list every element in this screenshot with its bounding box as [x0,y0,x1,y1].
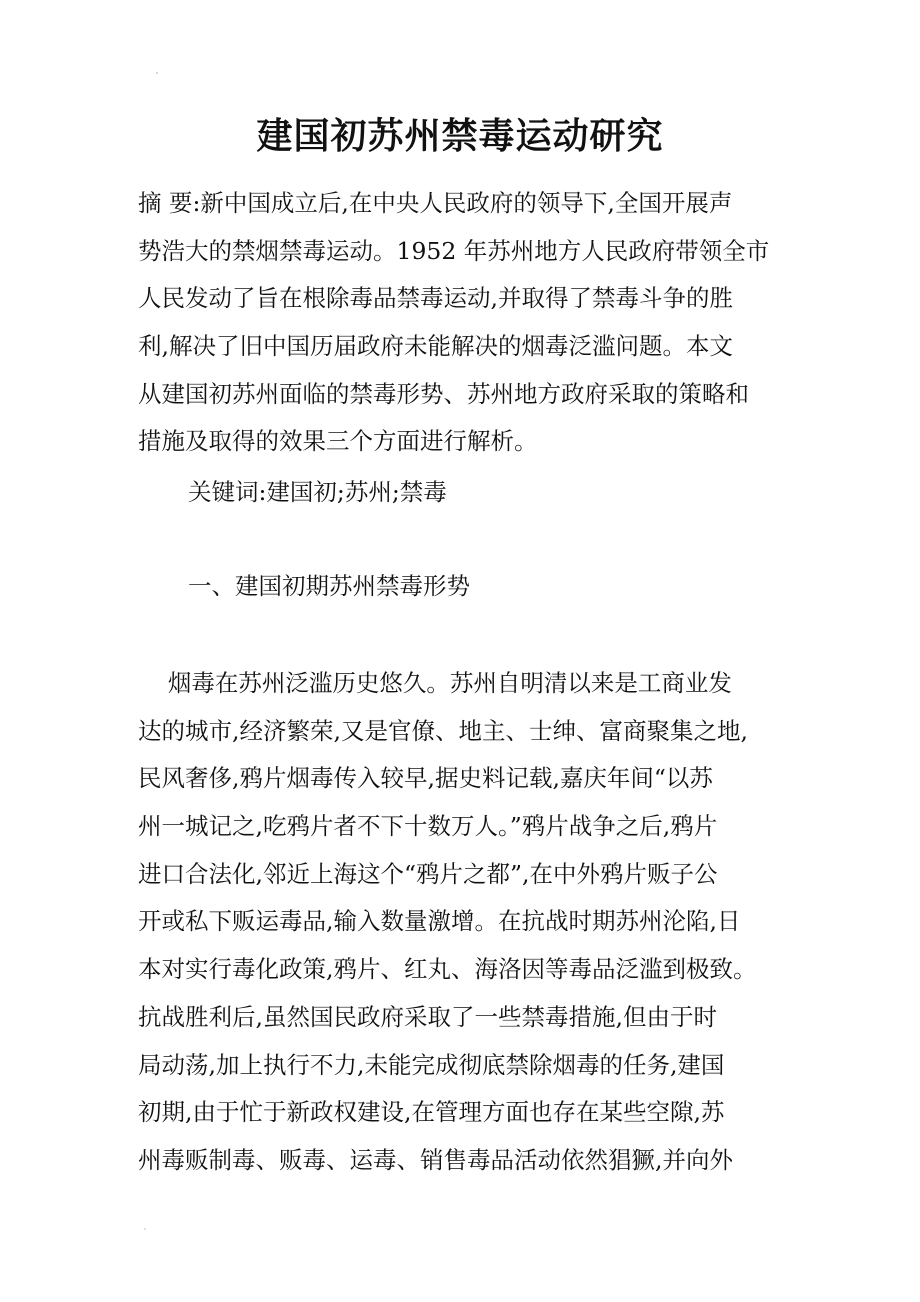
body-line: 民风奢侈,鸦片烟毒传入较早,据史料记载,嘉庆年间“以苏 [138,764,713,793]
body-line: 达的城市,经济繁荣,又是官僚、地主、士绅、富商聚集之地, [138,716,748,745]
body-paragraph [138,660,798,1185]
scan-speck [156,72,158,74]
body-line: 开或私下贩运毒品,输入数量激增。在抗战时期苏州沦陷,日 [138,907,741,936]
abstract-line: 措施及取得的效果三个方面进行解析。 [138,427,538,456]
abstract-line: 从建国初苏州面临的禁毒形势、苏州地方政府采取的策略和 [138,379,749,408]
section-heading-text: 一、建国初期苏州禁毒形势 [188,572,470,600]
document-title: 建国初苏州禁毒运动研究 [256,115,664,157]
body-line: 初期,由于忙于新政权建设,在管理方面也存在某些空隙,苏 [138,1098,725,1127]
body-line: 烟毒在苏州泛滥历史悠久。苏州自明清以来是工商业发 [138,669,732,697]
section-heading [188,563,848,611]
abstract-line: 势浩大的禁烟禁毒运动。1952 年苏州地方人民政府带领全市 [138,236,770,265]
body-line: 抗战胜利后,虽然国民政府采取了一些禁毒措施,但由于时 [138,1002,717,1031]
body-line: 本对实行毒化政策,鸦片、红丸、海洛因等毒品泛滥到极致。 [138,955,757,984]
body-line: 州一城记之,吃鸦片者不下十数万人。”鸦片战争之后,鸦片 [138,812,718,841]
abstract-line: 人民发动了旨在根除毒品禁毒运动,并取得了禁毒斗争的胜 [138,284,733,313]
abstract-paragraph [138,180,798,466]
body-line: 局动荡,加上执行不力,未能完成彻底禁除烟毒的任务,建国 [138,1050,725,1079]
abstract-line: 利,解决了旧中国历届政府未能解决的烟毒泛滥问题。本文 [138,332,733,361]
keywords-line [188,469,848,517]
body-line: 进口合法化,邻近上海这个“鸦片之都”,在中外鸦片贩子公 [138,859,718,888]
keywords-text: 关键词:建国初;苏州;禁毒 [188,478,447,506]
abstract-line: 摘 要:新中国成立后,在中央人民政府的领导下,全国开展声 [138,189,733,217]
body-line: 州毒贩制毒、贩毒、运毒、销售毒品活动依然猖獗,并向外 [138,1145,733,1174]
scan-speck [144,1228,146,1230]
